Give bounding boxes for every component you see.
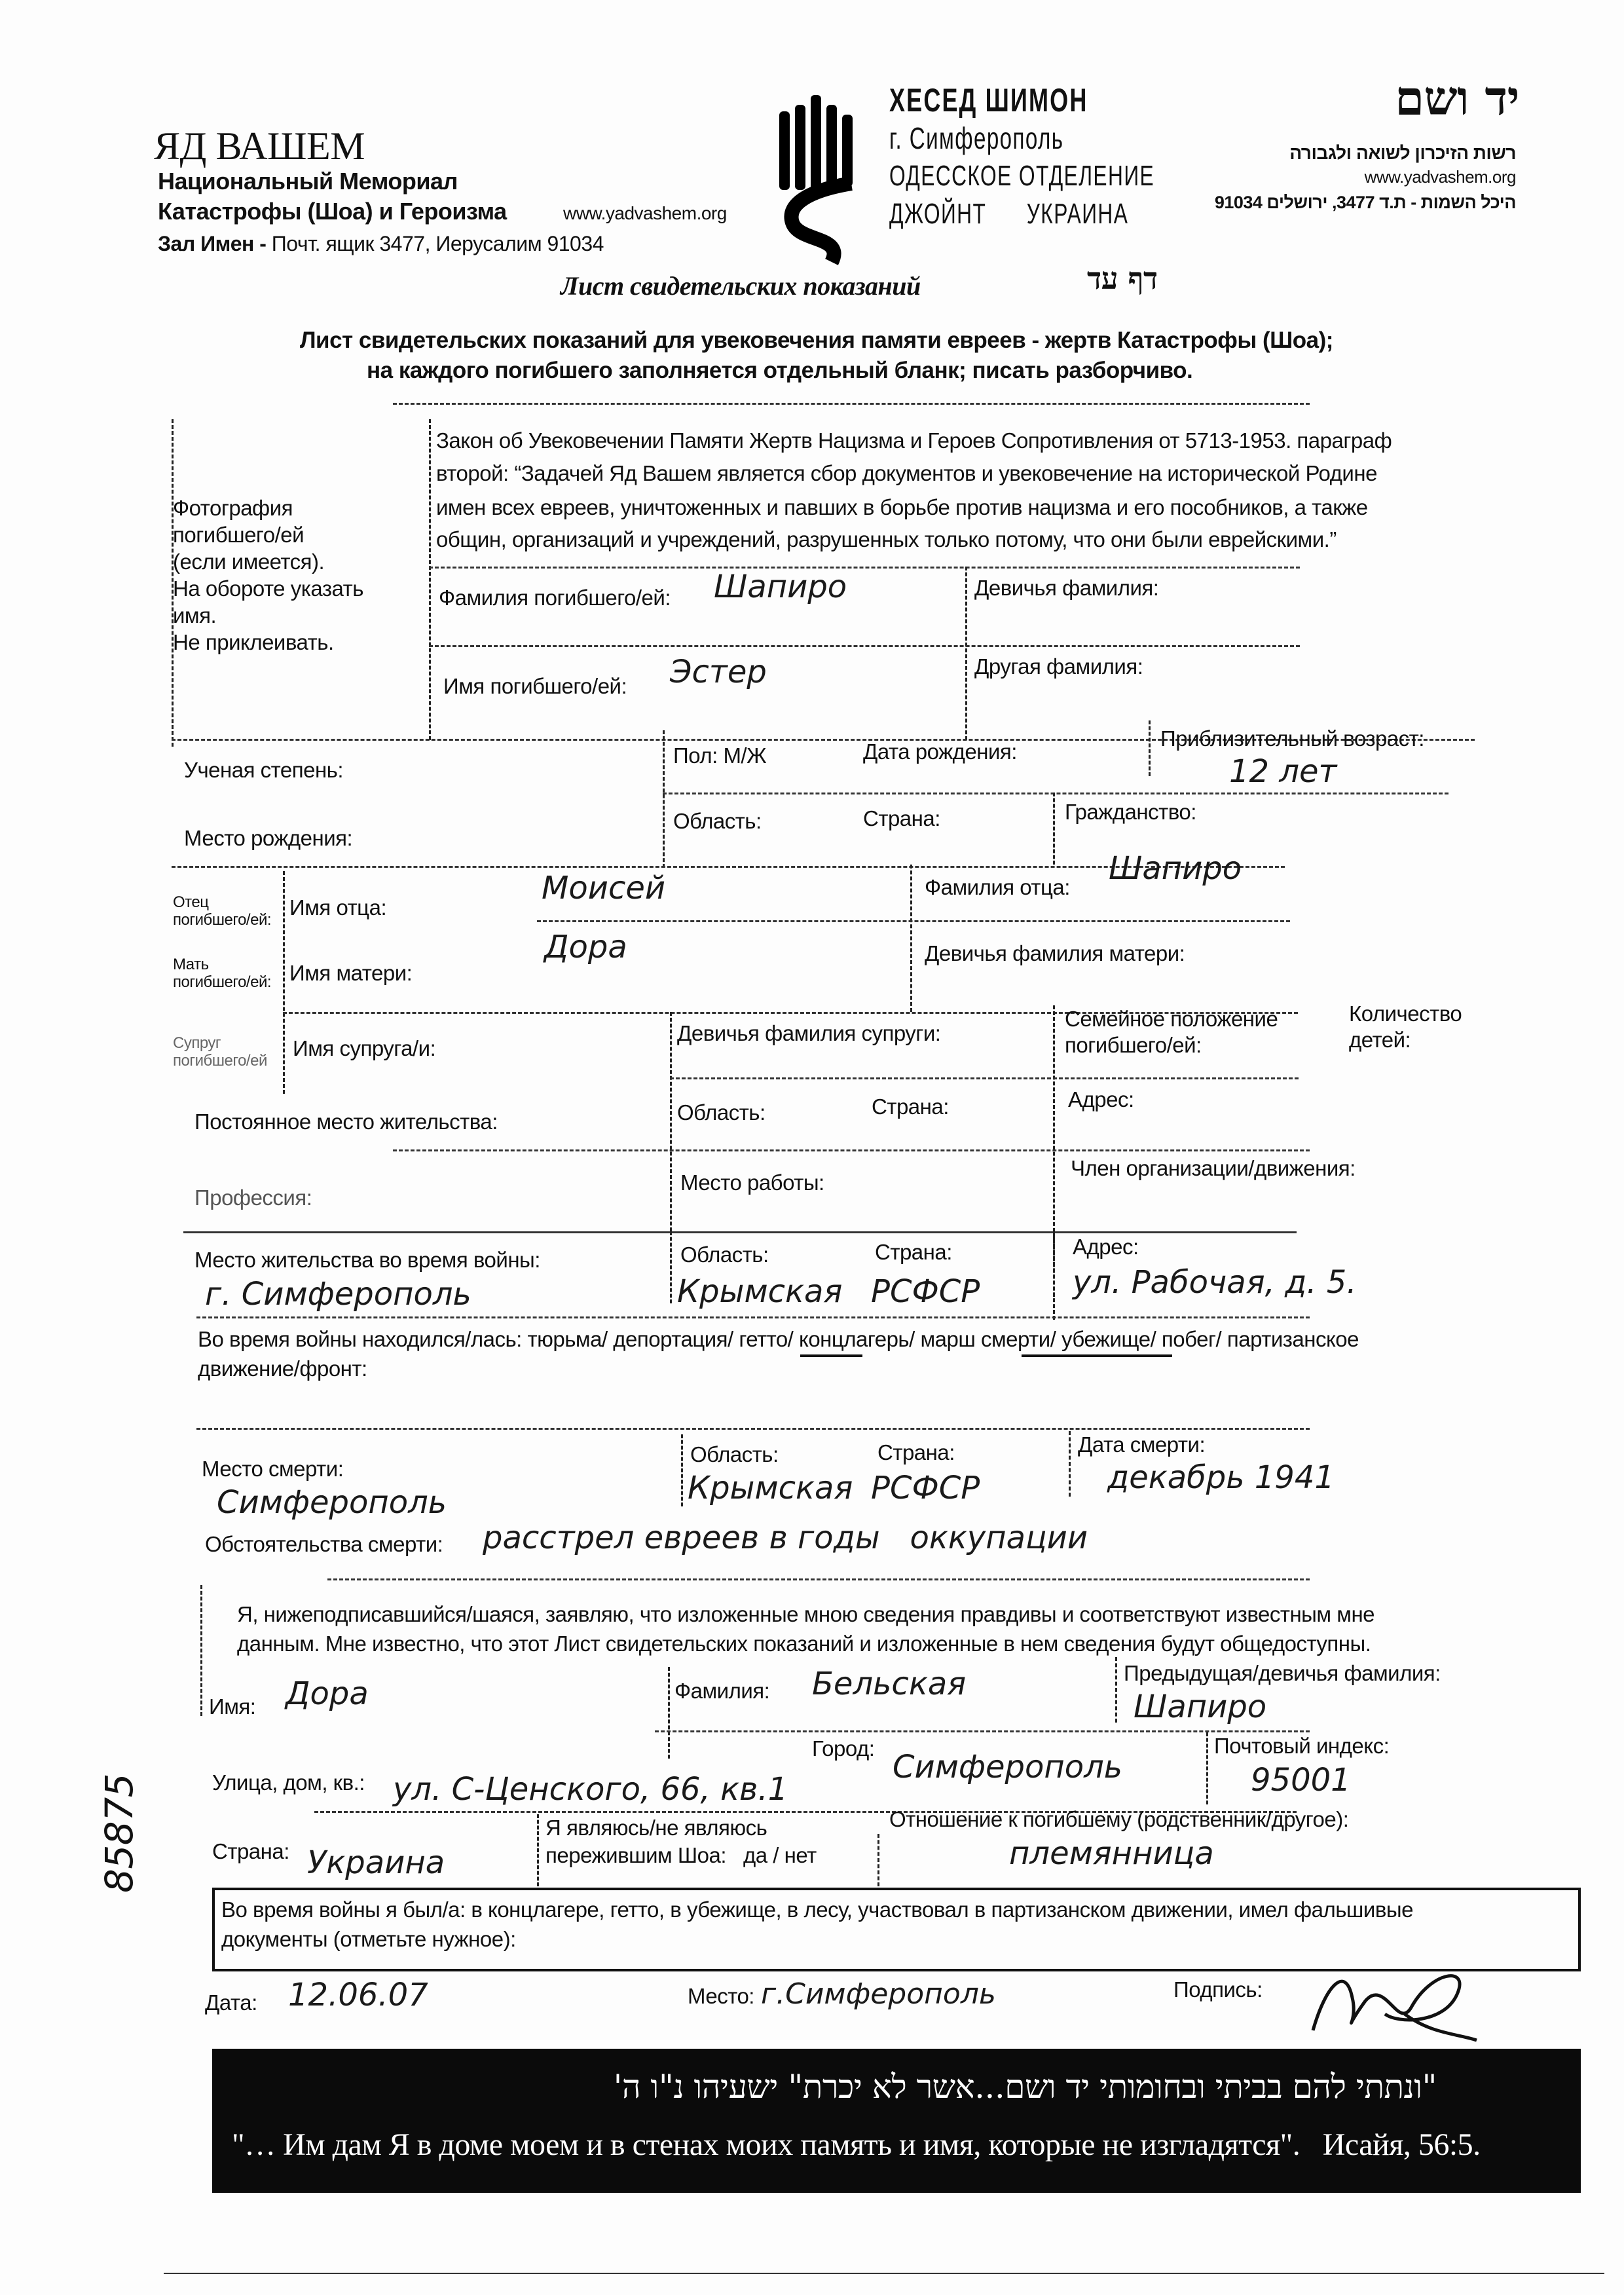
divider [668,1667,670,1759]
place-label: Место: [688,1984,754,2008]
divider [910,865,912,1012]
mother-name-value[interactable]: Дора [544,929,627,965]
father-surname-label: Фамилия отца: [925,875,1070,899]
birth-region-label: Область: [673,809,762,833]
divider [537,920,1290,922]
statement-line-2: данным. Мне известно, что этот Лист свидетельских показаний и изложенные в нем сведения будут общедоступны. [237,1632,1371,1656]
divider [1053,1231,1055,1297]
city-label: Город: [812,1736,875,1761]
death-march-underline [1022,1354,1172,1357]
divider [965,567,967,740]
citizenship-label: Гражданство: [1065,800,1196,824]
residence-label: Постоянное место жительства: [194,1110,498,1134]
marital-label-2: погибшего/ей: [1065,1033,1202,1057]
ghetto-underline [800,1354,862,1357]
residence-region-label: Область: [677,1100,766,1125]
yv-line1: Национальный Мемориал [158,168,458,195]
statement-line-1: Я, нижеподписавшийся/шаяся, заявляю, что изложенные мною сведения правдивы и соответствуют известным мне [237,1602,1375,1626]
death-place-value[interactable]: Симферополь [217,1484,447,1521]
divider [283,871,285,1094]
wartime-country-value[interactable]: РСФСР [871,1273,980,1310]
dob-label: Дата рождения: [863,739,1017,764]
law-line-2: второй: “Задачей Яд Вашем является сбор документов и увековечение на исторической Родине [436,461,1377,485]
spouse-maiden-label: Девичья фамилия супруги: [677,1021,941,1045]
divider [1069,1431,1071,1497]
divider [537,1814,539,1886]
banner-hebrew: "ונתתי להם בביתי ובחומותי יד ושם...אשר לא יכרת" ישעיהו נ"ו ה' [613,2068,1437,2106]
victim-maiden-label: Девичья фамилия: [974,576,1159,600]
father-name-value[interactable]: Моисей [542,870,666,906]
place-value[interactable]: г.Симферополь [761,1977,996,2011]
death-date-label: Дата смерти: [1078,1432,1206,1457]
wartime-address-value[interactable]: ул. Рабочая, д. 5. [1073,1264,1357,1301]
divider [1149,720,1151,776]
wartime-city-value[interactable]: г. Симферополь [205,1276,471,1313]
profession-label: Профессия: [194,1185,312,1210]
declarant-prev-value[interactable]: Шапиро [1134,1689,1267,1725]
birth-country-label: Страна: [863,806,940,830]
children-label-1: Количество [1349,1001,1462,1026]
photo-note-1: Фотография [173,496,293,520]
he-line3: היכל השמות - ת.ד 3477, ירושלים 91034 [1214,193,1516,212]
divider [183,1231,1297,1233]
death-country-label: Страна: [877,1440,955,1465]
mother-name-label: Имя матери: [289,961,413,985]
wartime-address-label: Адрес: [1073,1235,1139,1259]
victim-name-value[interactable]: Эстер [670,654,767,690]
signature-mark[interactable] [1300,1958,1483,2043]
mother-side-label: Мать погибшего/ей: [173,956,272,991]
divider [200,1585,202,1716]
war-box-line-1: Во время войны я был/а: в концлагере, гетто, в убежище, в лесу, участвовал в партизанском движении, имел фальшивые [221,1897,1413,1922]
death-place-label: Место смерти: [202,1457,344,1481]
law-line-4: общин, организаций и учреждений, разрушенных только потому, что они были еврейскими.” [436,527,1337,551]
death-region-label: Область: [690,1442,779,1466]
photo-note-4: На обороте указать [173,576,363,601]
yad-vashem-title-ru: ЯД ВАШЕМ [154,124,365,168]
declarant-surname-value[interactable]: Бельская [812,1666,967,1702]
divider [1115,1657,1117,1723]
hesed-line-1: ХЕСЕД ШИМОН [889,82,1088,119]
declarant-name-value[interactable]: Дора [286,1675,369,1712]
member-label: Член организации/движения: [1071,1156,1356,1180]
divider [327,1578,1310,1580]
wartime-region-label: Область: [680,1242,769,1267]
zip-value[interactable]: 95001 [1251,1762,1351,1799]
divider [429,645,1300,647]
yad-vashem-title-he: יד ושם [1395,70,1519,126]
divider [393,1149,1310,1151]
date-label: Дата: [205,1990,257,2015]
mother-maiden-label: Девичья фамилия матери: [925,941,1185,965]
death-date-value[interactable]: декабрь 1941 [1107,1459,1335,1496]
divider [663,730,665,868]
degree-label: Ученая степень: [184,758,344,782]
instruction-1: Лист свидетельских показаний для увековечения памяти евреев - жертв Катастрофы (Шоа); [300,327,1333,353]
survivor-label-2[interactable]: пережившим Шоа: да / нет [545,1843,817,1867]
photo-note-6: Не приклеивать. [173,630,334,654]
war-box-line-2: документы (отметьте нужное): [221,1927,516,1951]
children-label-2: детей: [1349,1028,1411,1052]
death-circ-value[interactable]: расстрел евреев в годы оккупации [483,1520,1088,1556]
form-title-he: דף עד [1087,261,1158,296]
divider [429,567,1300,569]
date-value[interactable]: 12.06.07 [288,1977,428,2013]
hesed-line-4: ДЖОЙНТ УКРАИНА [889,198,1129,230]
signature-label: Подпись: [1173,1977,1263,2002]
residence-address-label: Адрес: [1068,1087,1134,1111]
age-label: Приблизительный возраст: [1160,726,1424,751]
divider [670,1012,672,1231]
spouse-name-label: Имя супруга/и: [293,1036,436,1060]
death-circ-label: Обстоятельства смерти: [205,1532,443,1556]
hesed-line-2: г. Симферополь [889,121,1064,155]
form-title: Лист свидетельских показаний [561,271,921,301]
wartime-region-value[interactable]: Крымская [677,1273,843,1310]
victim-surname-value[interactable]: Шапиро [714,569,847,605]
he-url: www.yadvashem.org [1364,167,1516,187]
country-label: Страна: [212,1839,289,1863]
law-line-3: имен всех евреев, уничтоженных и павших в борьбе против нацизма и его пособников, а также [436,495,1368,519]
photo-box-border [172,419,174,747]
photo-note-5: имя. [173,603,217,627]
yv-url-left: www.yadvashem.org [563,203,727,223]
declarant-prev-label: Предыдущая/девичья фамилия: [1124,1661,1441,1685]
country-value[interactable]: Украина [307,1844,445,1881]
divider [663,793,1449,794]
law-line-1: Закон об Увековечении Памяти Жертв Нацизма и Героев Сопротивления от 5713-1953. параграф [436,428,1392,453]
victim-surname-label: Фамилия погибшего/ей: [439,586,671,610]
divider [393,403,1310,405]
divider [196,1316,1310,1318]
bottom-edge-line [164,2273,1604,2274]
victim-name-label: Имя погибшего/ей: [443,674,627,698]
death-country-value[interactable]: РСФСР [871,1470,980,1506]
divider [681,1434,683,1506]
wartime-status-line-1: Во время войны находился/лась: тюрьма/ депортация/ гетто/ концлагерь/ марш смерти/ убежище/ побег/ партизанское [198,1327,1359,1351]
side-number: 85875 [97,1773,141,1893]
work-label: Место работы: [680,1170,824,1195]
banner-russian: "… Им дам Я в доме моем и в стенах моих память и имя, которые не изгладятся". Исайя, 56:5. [232,2127,1481,2162]
hesed-line-3: ОДЕССКОЕ ОТДЕЛЕНИЕ [889,160,1155,192]
residence-country-label: Страна: [872,1094,949,1119]
wartime-country-label: Страна: [875,1240,952,1264]
declarant-name-label: Имя: [209,1694,256,1719]
zip-label: Почтовый индекс: [1214,1734,1390,1758]
father-name-label: Имя отца: [289,895,387,920]
sex-label: Пол: М/Ж [673,743,767,768]
marital-label-1: Семейное положение [1065,1007,1278,1031]
yv-line3-address: Почт. ящик 3477, Иерусалим 91034 [271,232,604,255]
he-line1: רשות הזיכרון לשואה ולגבורה [1289,143,1516,163]
street-value[interactable]: ул. С-Ценского, 66, кв.1 [393,1771,788,1808]
wartime-status-line-2: движение/фронт: [198,1356,367,1381]
photo-note-2: погибшего/ей [173,523,304,547]
divider [877,1834,879,1886]
relation-label: Отношение к погибшему (родственник/другое): [889,1807,1349,1831]
divider [1053,793,1055,865]
birthplace-label: Место рождения: [184,826,353,850]
survivor-label-1: Я являюсь/не являюсь [545,1816,767,1840]
hesed-menorah-logo-icon [773,92,891,269]
city-value[interactable]: Симферополь [893,1749,1123,1785]
father-side-label: Отец погибшего/ей: [173,893,272,929]
declarant-surname-label: Фамилия: [674,1679,770,1703]
photo-note-3: (если имеется). [173,550,325,574]
spouse-side-label: Супруг погибшего/ей [173,1034,267,1070]
age-value[interactable]: 12 лет [1229,753,1337,790]
divider [670,1231,672,1303]
yv-line3-bold: Зал Имен - [158,232,272,255]
divider [196,1428,1310,1430]
death-region-value[interactable]: Крымская [688,1470,853,1506]
relation-value[interactable]: племянница [1009,1835,1214,1872]
street-label: Улица, дом, кв.: [212,1770,365,1795]
instruction-2: на каждого погибшего заполняется отдельный бланк; писать разборчиво. [367,358,1193,383]
wartime-residence-label: Место жительства во время войны: [194,1248,540,1272]
divider [670,1077,1299,1079]
victim-other-label: Другая фамилия: [974,654,1143,679]
divider [1206,1732,1208,1804]
law-box-border [429,419,431,740]
yv-line3 [158,233,604,256]
yv-line2: Катастрофы (Шоа) и Героизма [158,198,507,225]
father-surname-value[interactable]: Шапиро [1109,850,1242,887]
isaiah-quote-banner [212,2049,1581,2193]
divider [655,1730,1310,1732]
